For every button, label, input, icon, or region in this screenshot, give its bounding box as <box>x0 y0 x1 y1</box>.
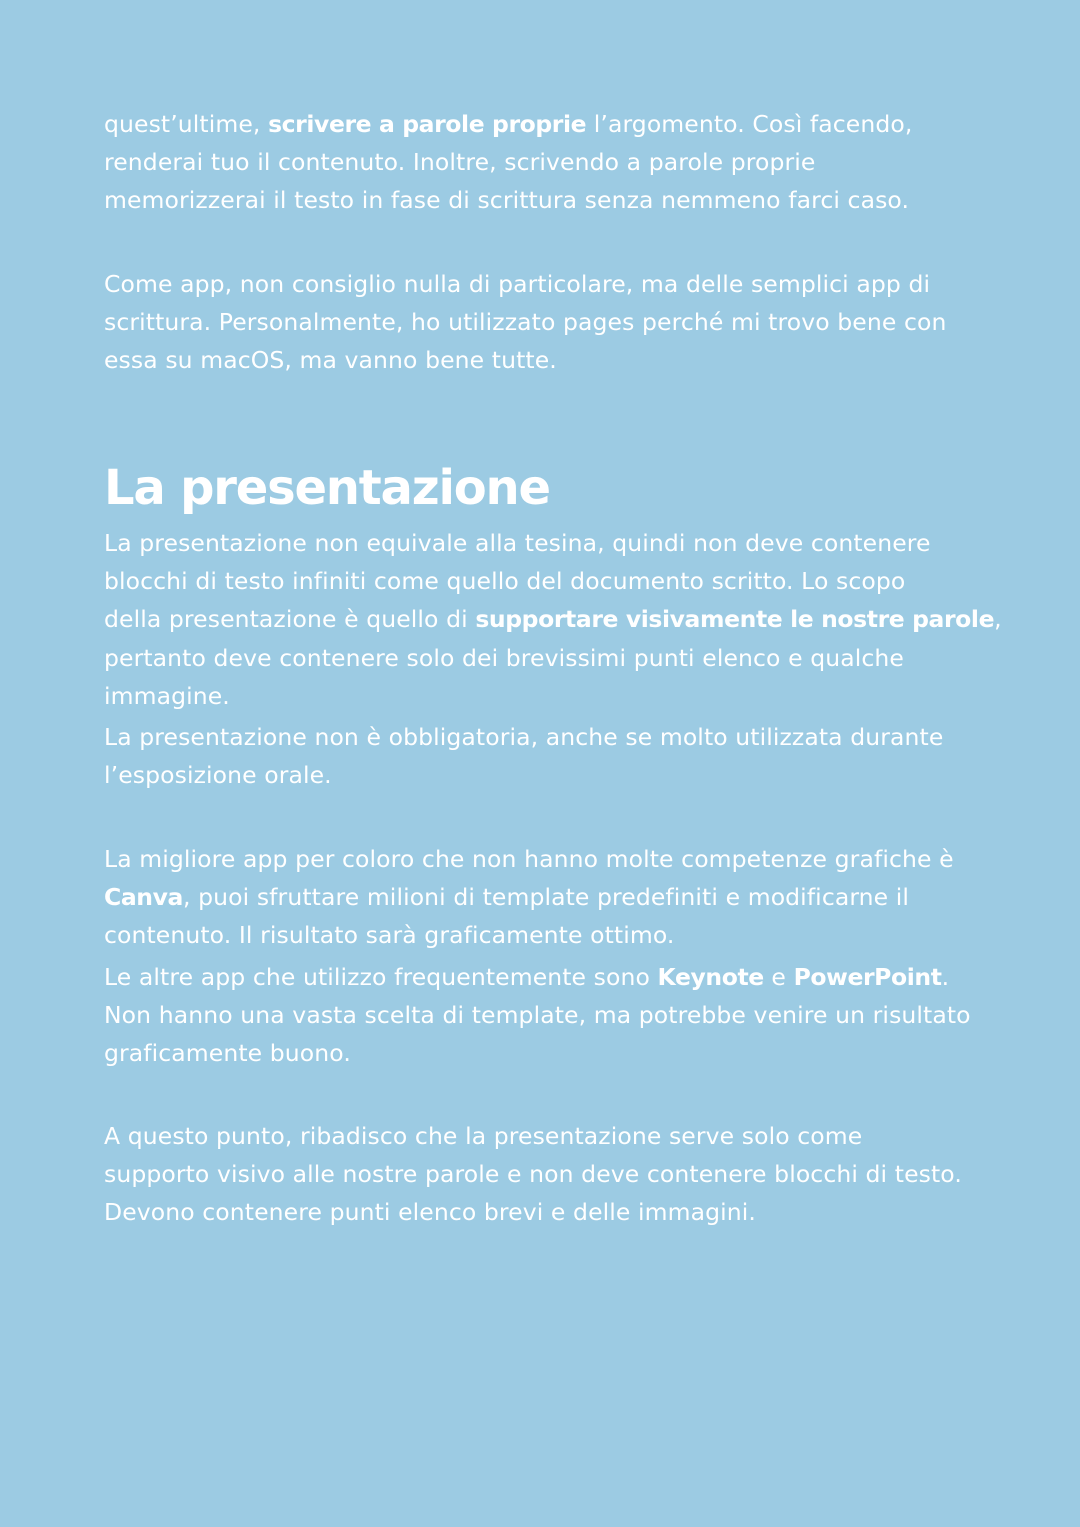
bold-phrase: scrivere a parole proprie <box>268 110 587 138</box>
text-line: essa su macOS, ma vanno bene tutte. <box>104 346 557 375</box>
text-line: La migliore app per coloro che non hanno molte competenze grafiche è <box>104 845 954 873</box>
paragraph-rewrite-in-own-words <box>104 105 984 220</box>
text-line: La presentazione non è obbligatoria, anche se molto utilizzata durante <box>104 723 944 751</box>
paragraph-presentation-optional <box>104 718 984 794</box>
text-line: l’esposizione orale. <box>104 761 332 790</box>
bold-phrase: supportare visivamente le nostre parole <box>475 605 995 634</box>
text-line: contenuto. Il risultato sarà graficamente ottimo. <box>104 921 675 950</box>
text-line: memorizzerai il testo in fase di scrittura senza nemmeno farci caso. <box>104 186 910 215</box>
text-line: pertanto deve contenere solo dei brevissimi punti elenco e qualche <box>104 643 904 672</box>
text-line: quest’ultime, scrivere a parole proprie l’argomento. Così facendo, <box>104 110 913 138</box>
bold-app-name: Canva <box>104 883 184 912</box>
bold-app-name: Keynote <box>657 963 764 991</box>
text-line: A questo punto, ribadisco che la presentazione serve solo come <box>104 1122 863 1150</box>
text-line: della presentazione è quello di supportare visivamente le nostre parole, <box>104 605 1002 634</box>
text-line: supporto visivo alle nostre parole e non deve contenere blocchi di testo. <box>104 1160 962 1189</box>
text-line: La presentazione non equivale alla tesina, quindi non deve contenere <box>104 529 931 557</box>
paragraph-conclusion <box>104 1117 984 1232</box>
text-line: scrittura. Personalmente, ho utilizzato pages perché mi trovo bene con <box>104 308 947 337</box>
paragraph-canva <box>104 840 984 955</box>
text-line: renderai tuo il contenuto. Inoltre, scrivendo a parole proprie <box>104 148 816 177</box>
paragraph-other-apps <box>104 958 984 1073</box>
text-line: graficamente buono. <box>104 1039 351 1068</box>
text-line: Devono contenere punti elenco brevi e delle immagini. <box>104 1198 756 1227</box>
text-line: Le altre app che utilizzo frequentemente sono Keynote e PowerPoint. <box>104 963 950 991</box>
paragraph-writing-apps <box>104 265 984 380</box>
section-heading: La presentazione <box>104 460 550 516</box>
text-line: blocchi di testo infiniti come quello del documento scritto. Lo scopo <box>104 567 906 596</box>
text-line: Canva, puoi sfruttare milioni di template predefiniti e modificarne il <box>104 883 910 912</box>
text-line: Come app, non consiglio nulla di particolare, ma delle semplici app di <box>104 270 931 298</box>
text-line: immagine. <box>104 681 230 710</box>
paragraph-presentation-intro <box>104 524 1002 715</box>
text-line: Non hanno una vasta scelta di template, ma potrebbe venire un risultato <box>104 1001 971 1030</box>
bold-app-name: PowerPoint <box>793 963 942 991</box>
